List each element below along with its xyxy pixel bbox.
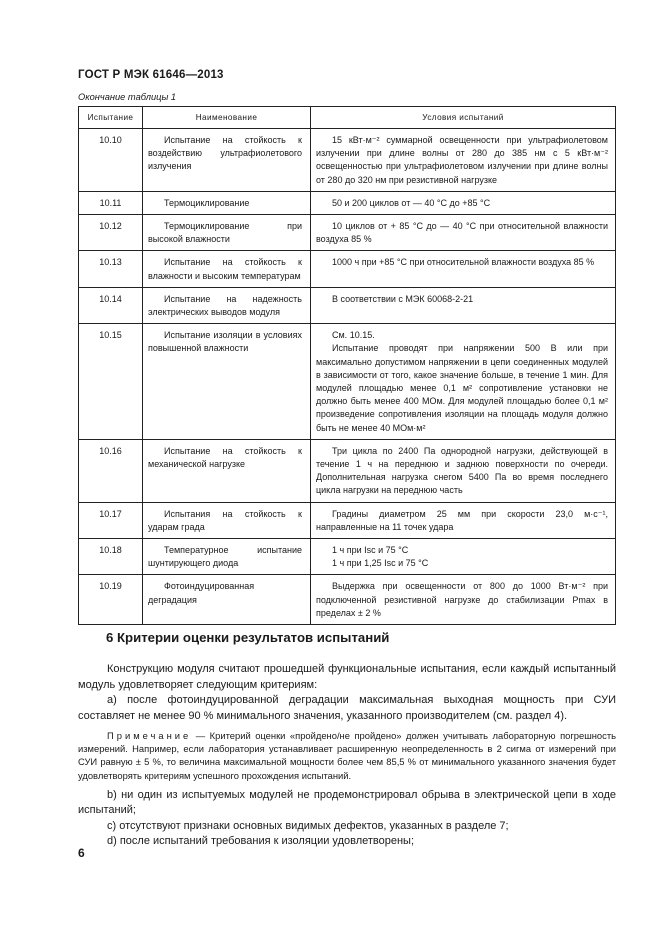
test-number: 10.19: [79, 575, 143, 625]
test-name-text: Испытание на стойкость к воздействию ультрафиолетового излучения: [148, 135, 302, 172]
table-header-row: [79, 107, 616, 129]
test-conditions-text: 15 кВт·м⁻² суммарной освещенности при ультрафиолетовом излучении при длине волны от 280 до 385 нм с 5 кВт·м⁻² освещенностью при ультрафиолетовом излучении при длине волны от 280 до 320 нм при резистивной нагрузке: [316, 135, 608, 185]
test-conditions-text: 1000 ч при +85 °С при относительной влажности воздуха 85 %: [332, 257, 595, 268]
test-number: 10.15: [79, 324, 143, 440]
test-name: [143, 287, 311, 323]
test-conditions: [311, 251, 616, 287]
test-conditions-text: 1 ч при Isc и 75 °С: [332, 545, 409, 556]
test-number: 10.10: [79, 129, 143, 192]
note-label: Примечание: [107, 730, 192, 741]
test-number: 10.18: [79, 539, 143, 575]
note: [78, 729, 616, 782]
table-caption: Окончание таблицы 1: [78, 92, 177, 102]
test-name-text: Температурное испытание шунтирующего диода: [148, 545, 302, 569]
section-body: [78, 662, 616, 850]
test-name: [143, 191, 311, 214]
test-number: 10.11: [79, 191, 143, 214]
table-row: [79, 324, 616, 440]
table-row: [79, 439, 616, 502]
test-conditions: [311, 539, 616, 575]
test-name-text: Испытание на стойкость к влажности и высоким температурам: [148, 257, 302, 281]
test-name: [143, 439, 311, 502]
table-row: [79, 287, 616, 323]
paragraph-intro: Конструкцию модуля считают прошедшей функциональные испытания, если каждый испытанный модуль удовлетворяет следующим критериям:: [78, 663, 616, 691]
test-name: [143, 215, 311, 251]
test-name: [143, 575, 311, 625]
table-row: [79, 539, 616, 575]
header-conditions: Условия испытаний: [311, 107, 616, 129]
test-name-text: Испытание на надежность электрических выводов модуля: [148, 293, 302, 318]
test-name: [143, 502, 311, 538]
table-row: [79, 575, 616, 625]
test-conditions: [311, 215, 616, 251]
table-row: [79, 251, 616, 287]
note-text: — Критерий оценки «пройдено/не пройдено» должен учитывать лабораторную погрешность измерений. Например, если лаборатория устанавливает расширенную неопределенность в 2 сигма от измерений при СУИ равную ± 5 %, то величина максимальной мощности более чем 85,5 % от минимального указанного значения будет удовлетворять критериям успешного прохождения испытаний.: [78, 730, 616, 781]
page-number: 6: [78, 846, 85, 860]
criterion-b: b) ни один из испытуемых модулей не продемонстрировал обрыва в электрической цепи в ходе испытаний;: [78, 788, 616, 817]
criterion-c: c) отсутствуют признаки основных видимых дефектов, указанных в разделе 7;: [107, 819, 509, 832]
test-name: [143, 129, 311, 192]
test-name-text: Испытания на стойкость к ударам града: [148, 508, 302, 532]
test-name-text: Испытание изоляции в условиях повышенной влажности: [148, 330, 302, 354]
test-number: 10.16: [79, 439, 143, 502]
test-conditions-text: 10 циклов от + 85 °С до — 40 °С при относительной влажности воздуха 85 %: [316, 221, 608, 245]
test-table: [78, 106, 616, 625]
test-conditions: [311, 287, 616, 323]
test-conditions: [311, 129, 616, 192]
test-conditions-text: Выдержка при освещенности от 800 до 1000 Вт·м⁻² при подключенной резистивной нагрузке до стабилизации Pmax в пределах ± 2 %: [316, 581, 608, 618]
test-conditions: [311, 502, 616, 538]
test-name: [143, 539, 311, 575]
test-name: [143, 251, 311, 287]
section-title: 6 Критерии оценки результатов испытаний: [106, 630, 390, 645]
test-conditions-text: См. 10.15.: [332, 330, 375, 341]
table-row: [79, 191, 616, 214]
header-test: Испытание: [79, 107, 143, 129]
table-row: [79, 215, 616, 251]
test-name-text: Термоциклирование: [164, 197, 250, 208]
test-conditions: [311, 575, 616, 625]
test-name-text: Испытание на стойкость к механической нагрузке: [148, 445, 302, 470]
test-conditions-text: 50 и 200 циклов от — 40 °С до +85 °С: [332, 197, 491, 208]
test-number: 10.12: [79, 215, 143, 251]
test-number: 10.17: [79, 502, 143, 538]
test-conditions-text: Градины диаметром 25 мм при скорости 23,0 м·с⁻¹, направленные на 11 точек удара: [316, 508, 608, 532]
criterion-a: а) после фотоиндуцированной деградации максимальная выходная мощность при СУИ составляет не менее 90 % минимального значения, указанного производителем (см. раздел 4).: [78, 694, 616, 722]
test-conditions-text: Испытание проводят при напряжении 500 В или при максимально допустимом напряжении в цепи соединенных модулей в зависимости от того, какое значение больше, в течение 1 мин. Для модулей площадью менее 0,1 м² сопротивление установки не должно быть менее 400 МОм. Для модулей площадью более 0,1 м² произведение сопротивления изоляции на площадь модуля должно быть не менее 40 МОм·м²: [316, 343, 608, 433]
test-conditions: [311, 191, 616, 214]
table-row: [79, 502, 616, 538]
test-conditions-text: 1 ч при 1,25 Isc и 75 °С: [332, 558, 429, 569]
test-number: 10.14: [79, 287, 143, 323]
test-name-text: Фотоиндуцированная деградация: [148, 581, 255, 605]
criterion-d: d) после испытаний требования к изоляции удовлетворены;: [107, 835, 415, 848]
test-conditions-text: В соответствии с МЭК 60068-2-21: [332, 293, 474, 304]
test-conditions: [311, 324, 616, 440]
table-row: [79, 129, 616, 192]
document-header: ГОСТ Р МЭК 61646—2013: [78, 69, 224, 81]
test-name: [143, 324, 311, 440]
test-number: 10.13: [79, 251, 143, 287]
header-name: Наименование: [143, 107, 311, 129]
test-conditions-text: Три цикла по 2400 Па однородной нагрузки, действующей в течение 1 ч на переднюю и заднюю поверхности по очереди. Дополнительная нагрузка снегом 5400 Па во время последнего цикла нагрузки на переднюю часть: [316, 445, 608, 496]
test-name-text: Термоциклирование при высокой влажности: [148, 221, 302, 245]
test-conditions: [311, 439, 616, 502]
